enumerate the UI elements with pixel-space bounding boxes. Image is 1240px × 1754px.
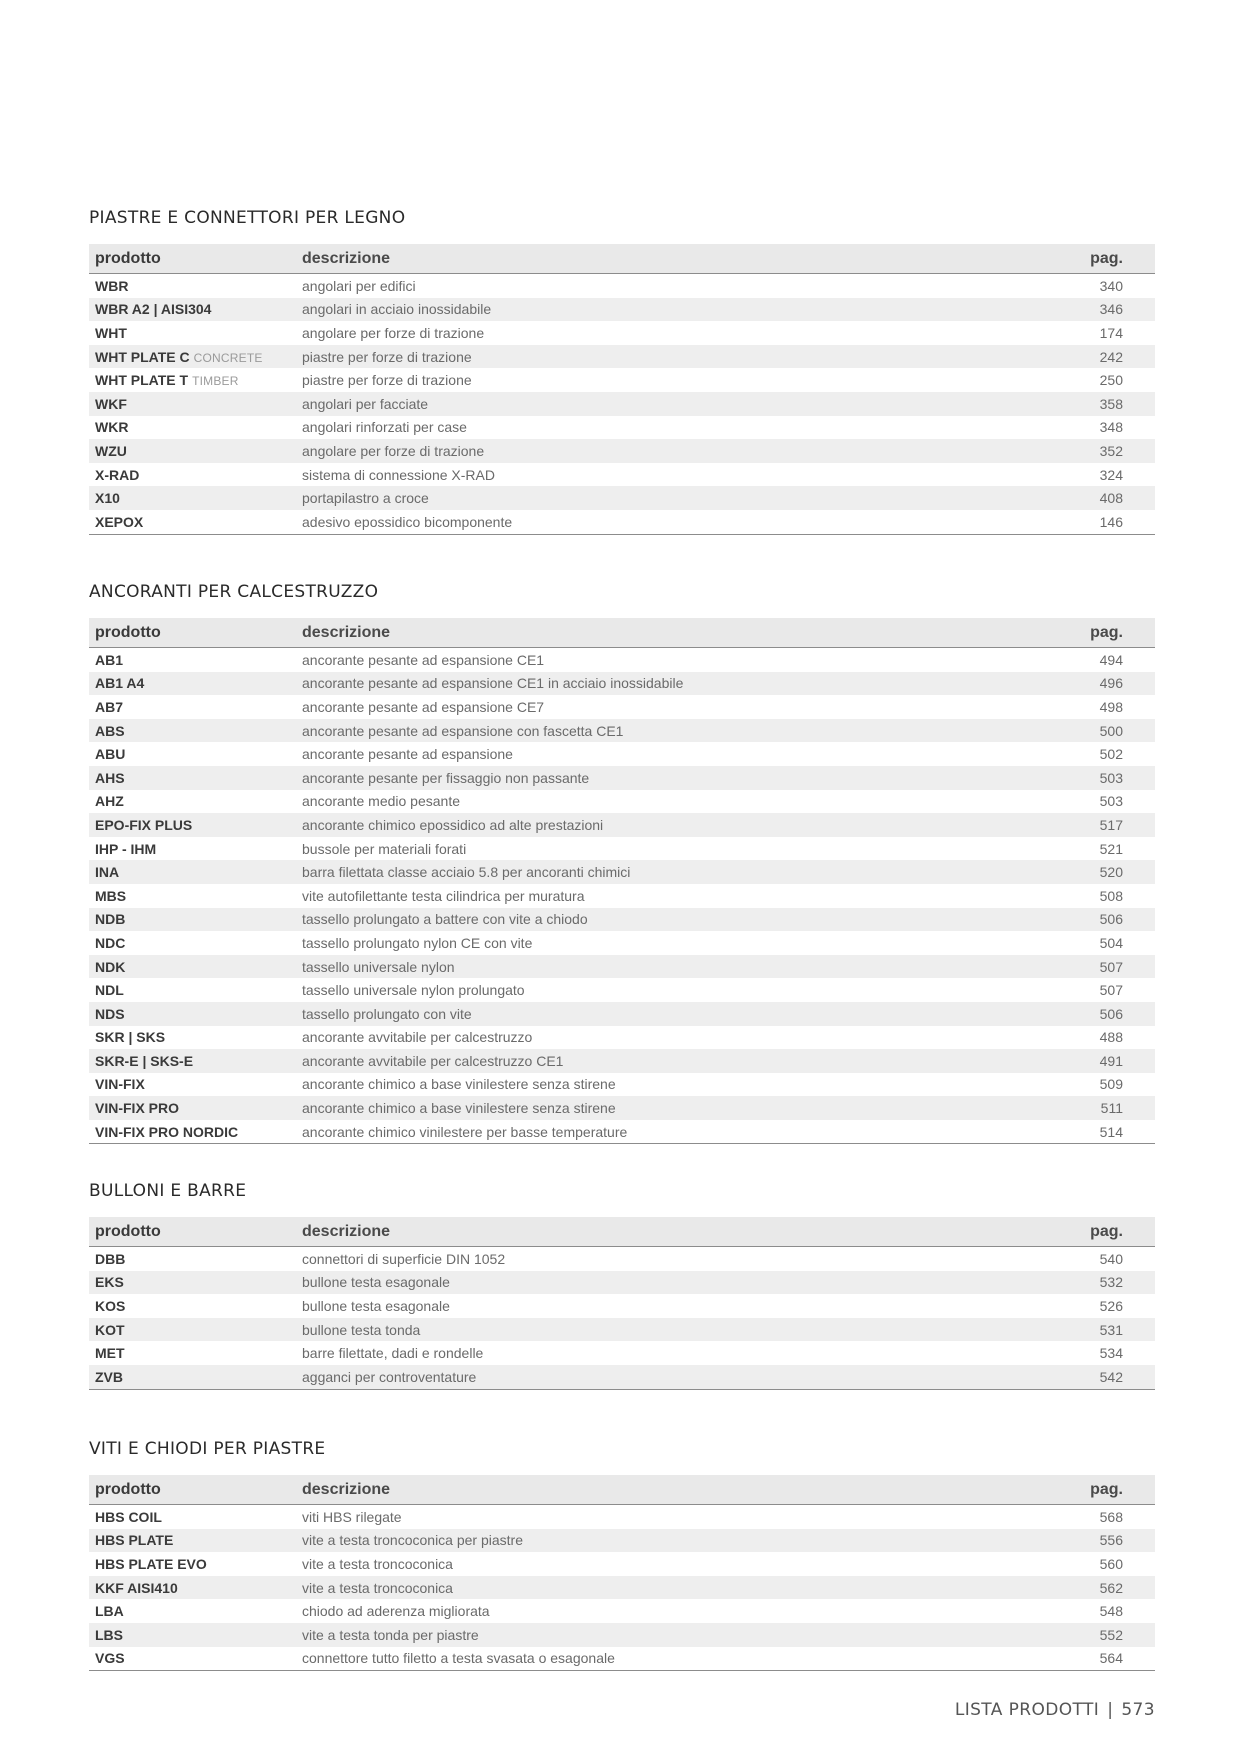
product-name: KOS (95, 1297, 126, 1314)
product-description: bussole per materiali forati (302, 840, 467, 857)
page-ref: 514 (1099, 1123, 1123, 1140)
product-code (89, 1369, 302, 1385)
table-row (89, 1247, 1155, 1271)
table-header (89, 1217, 1155, 1247)
product-description: tassello universale nylon (302, 958, 455, 975)
table-row (89, 1365, 1155, 1389)
section-title: ANCORANTI PER CALCESTRUZZO (89, 582, 379, 602)
product-description: agganci per controventature (302, 1368, 477, 1385)
product-name: WKR (95, 419, 129, 436)
product-description: tassello prolungato nylon CE con vite (302, 934, 533, 951)
table-header (89, 244, 1155, 274)
page-ref: 242 (1099, 348, 1123, 365)
product-code (89, 888, 302, 904)
product-description: tassello prolungato a battere con vite a chiodo (302, 911, 588, 928)
page-ref: 517 (1099, 816, 1123, 833)
header-page: pag. (1090, 249, 1123, 267)
table-row (89, 1318, 1155, 1342)
table-row (89, 1599, 1155, 1623)
product-description: tassello universale nylon prolungato (302, 982, 525, 999)
table-row (89, 766, 1155, 790)
header-product: prodotto (95, 1222, 161, 1240)
product-name: NDS (95, 1005, 125, 1022)
product-description: connettori di superficie DIN 1052 (302, 1250, 506, 1267)
product-code (89, 959, 302, 975)
table-row (89, 274, 1155, 298)
product-code (89, 1580, 302, 1596)
product-description: piastre per forze di trazione (302, 372, 472, 389)
product-code (89, 419, 302, 435)
product-description: angolari in acciaio inossidabile (302, 301, 492, 318)
product-description: connettore tutto filetto a testa svasata o esagonale (302, 1650, 615, 1667)
section-title: VITI E CHIODI PER PIASTRE (89, 1439, 326, 1459)
table-row (89, 813, 1155, 837)
page-footer (955, 1700, 1155, 1720)
product-name: LBS (95, 1626, 123, 1643)
table-row (89, 1096, 1155, 1120)
product-code (89, 396, 302, 412)
table-row (89, 345, 1155, 369)
page-ref: 498 (1099, 698, 1123, 715)
page-ref: 540 (1099, 1250, 1123, 1267)
table-row (89, 1049, 1155, 1073)
section-title: BULLONI E BARRE (89, 1181, 247, 1201)
product-description: ancorante medio pesante (302, 793, 460, 810)
table-row (89, 860, 1155, 884)
product-suffix: TIMBER (192, 374, 239, 389)
header-description: descrizione (302, 1480, 391, 1498)
table-row (89, 463, 1155, 487)
product-name: VIN-FIX PRO (95, 1100, 180, 1117)
product-description: portapilastro a croce (302, 490, 429, 507)
product-name: LBA (95, 1603, 124, 1620)
product-table (89, 1217, 1155, 1390)
product-description: ancorante avvitabile per calcestruzzo CE1 (302, 1052, 564, 1069)
product-name: NDK (95, 958, 126, 975)
product-name: KKF AISI410 (95, 1579, 178, 1596)
page-ref: 250 (1099, 372, 1123, 389)
header-page: pag. (1090, 1222, 1123, 1240)
product-code (89, 490, 302, 506)
page-ref: 408 (1099, 490, 1123, 507)
page-ref: 509 (1099, 1076, 1123, 1093)
page-ref: 526 (1099, 1297, 1123, 1314)
product-code (89, 1029, 302, 1045)
table-row (89, 931, 1155, 955)
page-ref: 534 (1099, 1345, 1123, 1362)
table-row (89, 1505, 1155, 1529)
product-code (89, 652, 302, 668)
page-ref: 532 (1099, 1274, 1123, 1291)
product-description: ancorante pesante ad espansione CE1 in acciaio inossidabile (302, 675, 684, 692)
product-name: WHT PLATE C (95, 348, 190, 365)
product-description: angolari per edifici (302, 277, 416, 294)
table-row (89, 1026, 1155, 1050)
product-name: AHS (95, 769, 125, 786)
product-name: WHT PLATE T (95, 372, 189, 389)
product-description: ancorante pesante per fissaggio non passante (302, 769, 590, 786)
product-code (89, 935, 302, 951)
table-body (89, 274, 1155, 535)
page-ref: 548 (1099, 1603, 1123, 1620)
page-ref: 502 (1099, 746, 1123, 763)
table-row (89, 837, 1155, 861)
table-row (89, 510, 1155, 534)
product-name: AB1 (95, 651, 124, 668)
product-description: vite a testa troncoconica (302, 1579, 453, 1596)
product-code (89, 1006, 302, 1022)
product-name: MBS (95, 887, 127, 904)
table-row (89, 695, 1155, 719)
product-description: viti HBS rilegate (302, 1508, 402, 1525)
product-code (89, 817, 302, 833)
product-code (89, 746, 302, 762)
page-ref: 496 (1099, 675, 1123, 692)
table-row (89, 672, 1155, 696)
product-name: EKS (95, 1274, 124, 1291)
product-code (89, 278, 302, 294)
product-code (89, 1345, 302, 1361)
product-description: vite a testa tonda per piastre (302, 1626, 479, 1643)
product-code (89, 1100, 302, 1116)
product-description: ancorante avvitabile per calcestruzzo (302, 1029, 533, 1046)
page-ref: 503 (1099, 793, 1123, 810)
page-ref: 542 (1099, 1368, 1123, 1385)
product-table (89, 1475, 1155, 1671)
product-code (89, 301, 302, 317)
header-product: prodotto (95, 1480, 161, 1498)
page-number: 573 (1121, 1700, 1155, 1720)
product-name: ABU (95, 746, 126, 763)
page-ref: 488 (1099, 1029, 1123, 1046)
product-description: bullone testa esagonale (302, 1297, 450, 1314)
table-row (89, 1341, 1155, 1365)
page-ref: 556 (1099, 1532, 1123, 1549)
table-row (89, 648, 1155, 672)
page-ref: 340 (1099, 277, 1123, 294)
page-ref: 511 (1100, 1100, 1123, 1117)
table-row (89, 1294, 1155, 1318)
product-description: chiodo ad aderenza migliorata (302, 1603, 490, 1620)
product-name: MET (95, 1345, 125, 1362)
product-name: KOT (95, 1321, 125, 1338)
product-name: XEPOX (95, 513, 144, 530)
page-ref: 568 (1099, 1508, 1123, 1525)
table-row (89, 1002, 1155, 1026)
table-row (89, 321, 1155, 345)
product-code (89, 841, 302, 857)
product-name: WHT (95, 324, 127, 341)
product-name: WBR (95, 277, 129, 294)
table-row (89, 908, 1155, 932)
product-name: SKR | SKS (95, 1029, 166, 1046)
table-row (89, 790, 1155, 814)
product-code (89, 982, 302, 998)
page-ref: 562 (1099, 1579, 1123, 1596)
page-ref: 494 (1099, 651, 1123, 668)
page-ref: 324 (1099, 466, 1123, 483)
header-product: prodotto (95, 249, 161, 267)
table-row (89, 719, 1155, 743)
product-table (89, 244, 1155, 535)
table-row (89, 1529, 1155, 1553)
product-name: X10 (95, 490, 120, 507)
product-code (89, 1627, 302, 1643)
footer-separator: | (1107, 1700, 1114, 1720)
page-ref: 506 (1099, 911, 1123, 928)
page-ref: 507 (1099, 982, 1123, 999)
table-body (89, 1247, 1155, 1390)
page-ref: 552 (1099, 1626, 1123, 1643)
product-description: vite autofilettante testa cilindrica per muratura (302, 887, 585, 904)
product-description: tassello prolungato con vite (302, 1005, 472, 1022)
product-code (89, 864, 302, 880)
page-ref: 500 (1099, 722, 1123, 739)
product-code (89, 699, 302, 715)
page-ref: 146 (1099, 513, 1123, 530)
page-ref: 352 (1099, 442, 1123, 459)
header-product: prodotto (95, 623, 161, 641)
table-body (89, 1505, 1155, 1671)
product-description: vite a testa troncoconica per piastre (302, 1532, 524, 1549)
table-row (89, 1120, 1155, 1144)
page-ref: 503 (1099, 769, 1123, 786)
product-name: VGS (95, 1650, 125, 1667)
product-description: ancorante pesante ad espansione (302, 746, 513, 763)
header-page: pag. (1090, 1480, 1123, 1498)
product-name: AHZ (95, 793, 124, 810)
product-name: HBS PLATE EVO (95, 1555, 207, 1572)
product-code (89, 1076, 302, 1092)
page-ref: 507 (1099, 958, 1123, 975)
product-name: IHP - IHM (95, 840, 157, 857)
table-body (89, 648, 1155, 1144)
product-name: WKF (95, 395, 127, 412)
product-code (89, 372, 302, 388)
page-ref: 346 (1099, 301, 1123, 318)
page-ref: 508 (1099, 887, 1123, 904)
product-code (89, 1556, 302, 1572)
table-row (89, 1271, 1155, 1295)
product-code (89, 1053, 302, 1069)
product-name: NDL (95, 982, 124, 999)
table-row (89, 416, 1155, 440)
product-description: adesivo epossidico bicomponente (302, 513, 513, 530)
product-table (89, 618, 1155, 1144)
table-row (89, 1576, 1155, 1600)
product-code (89, 1124, 302, 1140)
product-description: ancorante pesante ad espansione CE7 (302, 698, 545, 715)
product-name: INA (95, 864, 120, 881)
product-name: DBB (95, 1250, 126, 1267)
product-description: angolare per forze di trazione (302, 324, 485, 341)
page-ref: 531 (1099, 1321, 1123, 1338)
page-ref: 358 (1099, 395, 1123, 412)
page-ref: 521 (1099, 840, 1123, 857)
product-code (89, 349, 302, 365)
table-row (89, 439, 1155, 463)
product-description: vite a testa troncoconica (302, 1555, 453, 1572)
product-name: NDB (95, 911, 126, 928)
table-row (89, 368, 1155, 392)
product-description: ancorante chimico epossidico ad alte prestazioni (302, 816, 604, 833)
table-row (89, 1623, 1155, 1647)
product-description: ancorante chimico a base vinilestere senza stirene (302, 1100, 616, 1117)
product-description: barra filettata classe acciaio 5.8 per ancoranti chimici (302, 864, 631, 881)
product-description: ancorante chimico a base vinilestere senza stirene (302, 1076, 616, 1093)
product-code (89, 1274, 302, 1290)
footer-label: LISTA PRODOTTI (954, 1700, 1100, 1720)
table-header (89, 618, 1155, 648)
product-description: angolari rinforzati per case (302, 419, 467, 436)
product-code (89, 1298, 302, 1314)
table-header (89, 1475, 1155, 1505)
header-description: descrizione (302, 1222, 391, 1240)
product-description: sistema di connessione X-RAD (302, 466, 495, 483)
product-code (89, 770, 302, 786)
product-description: bullone testa tonda (302, 1321, 421, 1338)
table-row (89, 1647, 1155, 1671)
product-code (89, 325, 302, 341)
page-ref: 520 (1099, 864, 1123, 881)
product-name: AB1 A4 (95, 675, 145, 692)
product-description: angolari per facciate (302, 395, 429, 412)
product-name: AB7 (95, 698, 124, 715)
table-row (89, 884, 1155, 908)
table-row (89, 1552, 1155, 1576)
product-description: bullone testa esagonale (302, 1274, 450, 1291)
product-name: HBS PLATE (95, 1532, 174, 1549)
product-name: VIN-FIX (95, 1076, 145, 1093)
product-name: WZU (95, 442, 127, 459)
product-description: barre filettate, dadi e rondelle (302, 1345, 484, 1362)
product-name: X-RAD (95, 466, 140, 483)
product-name: HBS COIL (95, 1508, 162, 1525)
product-code (89, 723, 302, 739)
product-code (89, 675, 302, 691)
page-ref: 560 (1099, 1555, 1123, 1572)
product-name: EPO-FIX PLUS (95, 816, 193, 833)
product-description: piastre per forze di trazione (302, 348, 472, 365)
product-code (89, 1322, 302, 1338)
table-row (89, 392, 1155, 416)
product-description: ancorante pesante ad espansione con fascetta CE1 (302, 722, 624, 739)
header-description: descrizione (302, 249, 391, 267)
table-row (89, 298, 1155, 322)
page-ref: 506 (1099, 1005, 1123, 1022)
product-code (89, 1603, 302, 1619)
product-code (89, 1251, 302, 1267)
product-name: NDC (95, 934, 126, 951)
product-name: SKR-E | SKS-E (95, 1052, 194, 1069)
product-name: VIN-FIX PRO NORDIC (95, 1123, 239, 1140)
product-name: ABS (95, 722, 125, 739)
table-row (89, 978, 1155, 1002)
header-page: pag. (1090, 623, 1123, 641)
product-name: ZVB (95, 1368, 123, 1385)
product-code (89, 1532, 302, 1548)
page-ref: 491 (1099, 1052, 1123, 1069)
table-row (89, 486, 1155, 510)
product-code (89, 911, 302, 927)
page-ref: 174 (1099, 324, 1123, 341)
product-suffix: CONCRETE (193, 350, 263, 365)
header-description: descrizione (302, 623, 391, 641)
product-code (89, 1650, 302, 1666)
table-row (89, 742, 1155, 766)
product-code (89, 514, 302, 530)
table-row (89, 955, 1155, 979)
product-code (89, 793, 302, 809)
product-description: ancorante chimico vinilestere per basse temperature (302, 1123, 628, 1140)
product-code (89, 467, 302, 483)
product-code (89, 443, 302, 459)
product-description: angolare per forze di trazione (302, 442, 485, 459)
page-ref: 504 (1099, 934, 1123, 951)
product-description: ancorante pesante ad espansione CE1 (302, 651, 545, 668)
page-ref: 564 (1099, 1650, 1123, 1667)
section-title: PIASTRE E CONNETTORI PER LEGNO (89, 208, 406, 228)
page-ref: 348 (1099, 419, 1123, 436)
table-row (89, 1073, 1155, 1097)
product-name: WBR A2 | AISI304 (95, 301, 212, 318)
product-code (89, 1509, 302, 1525)
